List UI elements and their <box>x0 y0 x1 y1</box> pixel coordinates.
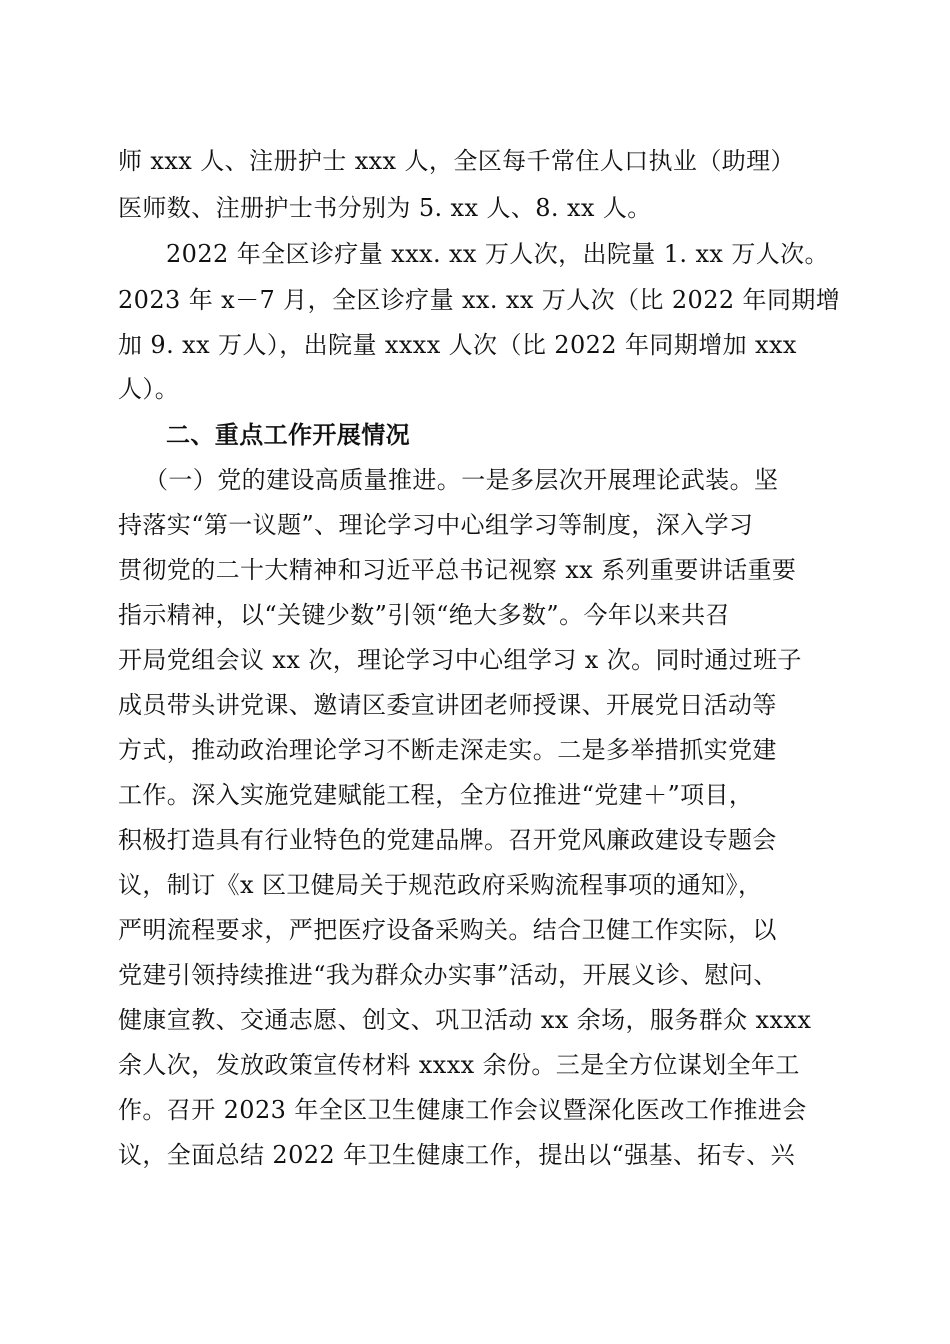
text-line: 医师数、注册护士书分别为 5. xx 人、8. xx 人。 <box>118 194 652 222</box>
text-line: 健康宣教、交通志愿、创文、巩卫活动 xx 余场，服务群众 xxxx <box>118 1006 812 1034</box>
text-line: 积极打造具有行业特色的党建品牌。召开党风廉政建设专题会 <box>118 826 777 854</box>
text-line: 议，全面总结 2022 年卫生健康工作，提出以“强基、拓专、兴 <box>118 1141 796 1169</box>
text-line: 持落实“第一议题”、理论学习中心组学习等制度，深入学习 <box>118 511 754 539</box>
text-line: 作。召开 2023 年全区卫生健康工作会议暨深化医改工作推进会 <box>118 1096 807 1124</box>
text-line: 贯彻党的二十大精神和习近平总书记视察 xx 系列重要讲话重要 <box>118 556 797 584</box>
text-line: 余人次，发放政策宣传材料 xxxx 余份。三是全方位谋划全年工 <box>118 1051 800 1079</box>
text-line: 工作。深入实施党建赋能工程，全方位推进“党建＋”项目， <box>118 781 754 809</box>
text-line: 指示精神，以“关键少数”引领“绝大多数”。今年以来共召 <box>118 601 730 629</box>
text-line: 师 xxx 人、注册护士 xxx 人，全区每千常住人口执业（助理） <box>118 147 795 175</box>
text-line: 议，制订《x 区卫健局关于规范政府采购流程事项的通知》， <box>118 871 763 899</box>
text-line: 2022 年全区诊疗量 xxx. xx 万人次，出院量 1. xx 万人次。 <box>166 240 829 268</box>
text-line: 严明流程要求，严把医疗设备采购关。结合卫健工作实际，以 <box>118 916 777 944</box>
text-line: 2023 年 x－7 月，全区诊疗量 xx. xx 万人次（比 2022 年同期增 <box>118 286 841 314</box>
text-line: 人）。 <box>118 375 180 403</box>
text-line: 方式，推动政治理论学习不断走深走实。二是多举措抓实党建 <box>118 736 777 764</box>
text-line: 成员带头讲党课、邀请区委宣讲团老师授课、开展党日活动等 <box>118 691 777 719</box>
text-line: 党建引领持续推进“我为群众办实事”活动，开展义诊、慰问、 <box>118 961 778 989</box>
text-line: 加 9. xx 万人），出院量 xxxx 人次（比 2022 年同期增加 xxx <box>118 331 797 359</box>
text-line: 开局党组会议 xx 次，理论学习中心组学习 x 次。同时通过班子 <box>118 646 802 674</box>
section-heading: 二、重点工作开展情况 <box>166 420 410 449</box>
text-line: （一）党的建设高质量推进。一是多层次开展理论武装。坚 <box>144 466 779 494</box>
